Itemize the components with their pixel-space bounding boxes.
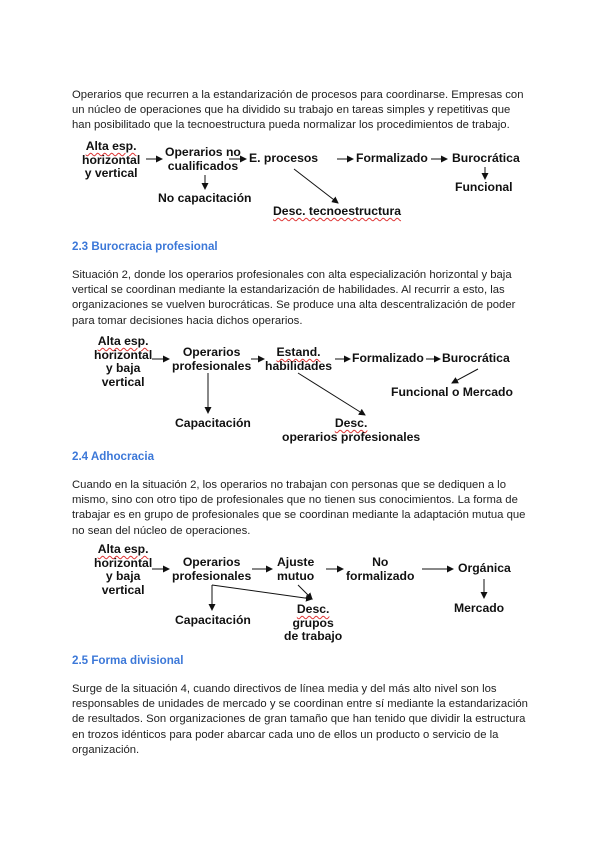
intro-paragraph: Operarios que recurren a la estandarización de procesos para coordinarse. Empresas con un núcleo de operaciones que ha dividido su trabajo en tareas simples y repetitivas que han posibilitado que la tecnoestructura pueda normalizar los procedimientos de trabajo. — [72, 89, 524, 132]
node-desc-operarios-profesionales: Desc. operarios profesionales — [282, 416, 421, 444]
heading-2-5: 2.5 Forma divisional — [72, 654, 184, 667]
node-desc-grupos-trabajo: Desc. grupos de trabajo — [284, 602, 343, 643]
node-alta-esp: Alta esp. horizontal y vertical — [82, 139, 141, 180]
node-operarios-profesionales: Operarios profesionales — [172, 345, 252, 373]
node-formalizado: Formalizado — [356, 151, 428, 165]
paragraph-2-4: Cuando en la situación 2, los operarios no trabajan con personas que se dediquen a lo mismo, sino con otro tipo de profesionales que no tienen sus conocimientos. La forma de trabajar es en grupo de profesionales que se coordinan mediante la adaptación mutua que no sean del núcleo de operaciones. — [72, 479, 526, 537]
node-burocratica: Burocrática — [452, 151, 520, 165]
diagram-professional-bureaucracy — [0, 333, 600, 444]
node-burocratica: Burocrática — [442, 351, 510, 365]
node-no-capacitacion: No capacitación — [158, 191, 252, 205]
node-operarios-profesionales: Operarios profesionales — [172, 555, 252, 583]
node-mercado: Mercado — [454, 601, 505, 615]
node-alta-esp: Alta esp. horizontal y baja vertical — [94, 334, 153, 389]
node-formalizado: Formalizado — [352, 351, 424, 365]
node-alta-esp: Alta esp. horizontal y baja vertical — [94, 542, 153, 597]
node-estand-habilidades: Estand. habilidades — [265, 345, 333, 373]
node-capacitacion: Capacitación — [175, 416, 251, 430]
heading-2-3: 2.3 Burocracia profesional — [72, 240, 218, 253]
diagram-machine-bureaucracy — [0, 135, 600, 227]
paragraph-2-5: Surge de la situación 4, cuando directivos de línea media y del más alto nivel son los responsables de unidades de mercado y se coordinan entre sí mediante la estandarización de resultados. Son organizaciones de gran tamaño que han tenido que dividir la estructura en trozos idénticos para poder abarcar cada uno de ellos un producto o servicio de la organización. — [72, 683, 528, 756]
paragraph-2-3: Situación 2, donde los operarios profesionales con alta especialización horizontal y baja vertical se coordinan mediante la estandarización de habilidades. Al recurrir a esto, las organizaciones se vuelven burocráticas. Se produce una alta descentralización de poder para tomar decisiones hacia dichos operarios. — [72, 269, 516, 327]
node-no-formalizado: No formalizado — [346, 555, 415, 583]
node-operarios-no-cualificados: Operarios no cualificados — [165, 145, 241, 173]
node-desc-tecnoestructura: Desc. tecnoestructura — [273, 204, 402, 218]
diagram-adhocracy — [0, 541, 600, 643]
node-organica: Orgánica — [458, 561, 511, 575]
node-e-procesos: E. procesos — [249, 151, 319, 165]
node-funcional: Funcional — [455, 180, 513, 194]
node-ajuste-mutuo: Ajuste mutuo — [277, 555, 315, 583]
heading-2-4: 2.4 Adhocracia — [72, 450, 155, 463]
node-funcional-mercado: Funcional o Mercado — [391, 385, 513, 399]
node-capacitacion: Capacitación — [175, 613, 251, 627]
